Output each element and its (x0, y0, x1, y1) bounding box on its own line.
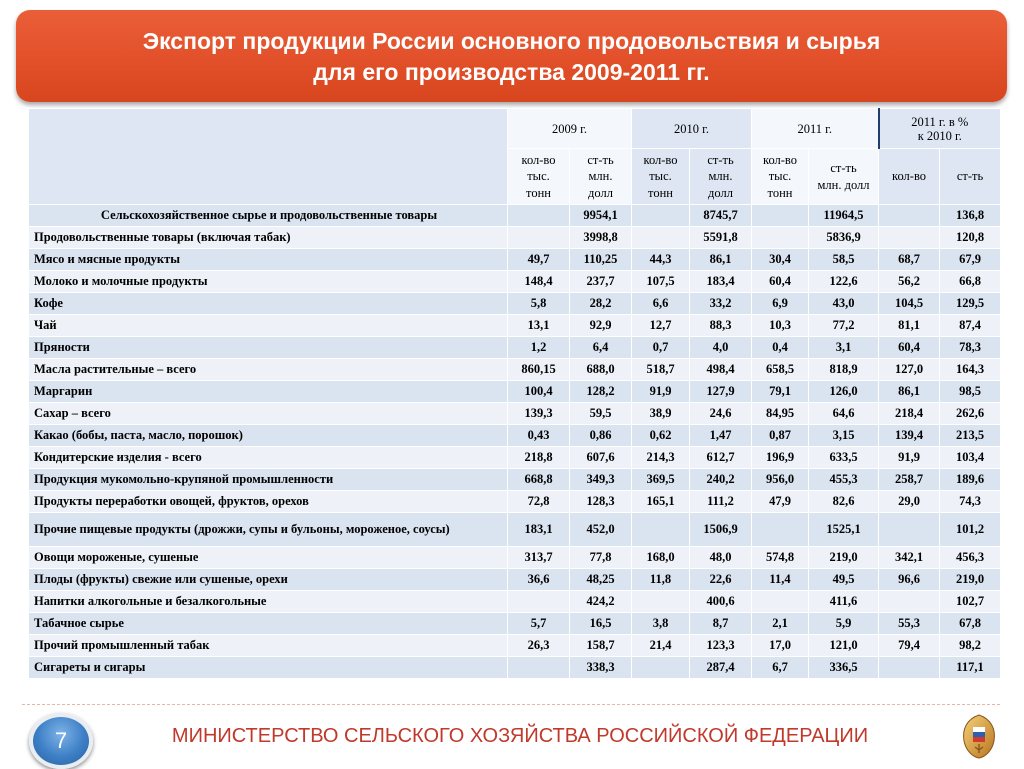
cell-pct-qty: 60,4 (879, 337, 940, 359)
cell-qty-2009: 5,7 (508, 613, 570, 635)
cell-value-2010: 287,4 (690, 657, 752, 679)
footer-divider (22, 704, 1000, 705)
cell-value-2010: 88,3 (690, 315, 752, 337)
cell-qty-2011 (752, 227, 809, 249)
cell-value-2009: 16,5 (570, 613, 632, 635)
cell-pct-value: 456,3 (940, 547, 1001, 569)
cell-value-2010: 48,0 (690, 547, 752, 569)
cell-pct-qty (879, 591, 940, 613)
row-label: Маргарин (29, 381, 508, 403)
cell-value-2010: 86,1 (690, 249, 752, 271)
cell-value-2011: 3,15 (809, 425, 879, 447)
cell-pct-qty: 91,9 (879, 447, 940, 469)
row-label: Кондитерские изделия - всего (29, 447, 508, 469)
cell-qty-2010: 165,1 (632, 491, 690, 513)
cell-value-2010: 400,6 (690, 591, 752, 613)
cell-qty-2011: 2,1 (752, 613, 809, 635)
cell-qty-2011: 60,4 (752, 271, 809, 293)
cell-qty-2009: 5,8 (508, 293, 570, 315)
cell-qty-2009: 183,1 (508, 513, 570, 547)
cell-qty-2011: 30,4 (752, 249, 809, 271)
cell-qty-2011 (752, 513, 809, 547)
cell-qty-2011: 0,4 (752, 337, 809, 359)
export-table (28, 108, 1001, 679)
cell-pct-value: 262,6 (940, 403, 1001, 425)
cell-value-2009: 452,0 (570, 513, 632, 547)
row-label: Продовольственные товары (включая табак) (29, 227, 508, 249)
cell-qty-2009 (508, 591, 570, 613)
row-label: Сигареты и сигары (29, 657, 508, 679)
row-label: Кофе (29, 293, 508, 315)
qty-2011-header (752, 149, 809, 205)
year-2009-header: 2009 г. (508, 109, 632, 149)
qty-unit-2: тонн (526, 185, 551, 200)
cell-value-2010: 240,2 (690, 469, 752, 491)
cell-qty-2011: 11,4 (752, 569, 809, 591)
ministry-emblem-icon (961, 713, 997, 759)
row-label: Прочие пищевые продукты (дрожжи, супы и бульоны, мороженое, соусы) (29, 513, 508, 547)
table-row (29, 425, 1001, 447)
cell-pct-value: 78,3 (940, 337, 1001, 359)
cell-pct-value: 136,8 (940, 205, 1001, 227)
qty-unit-2: тонн (648, 185, 673, 200)
cell-qty-2009: 860,15 (508, 359, 570, 381)
row-label: Табачное сырье (29, 613, 508, 635)
cell-value-2009: 607,6 (570, 447, 632, 469)
cell-qty-2011: 6,7 (752, 657, 809, 679)
pct-qty-header: кол-во (879, 149, 940, 205)
cell-qty-2009: 13,1 (508, 315, 570, 337)
row-label: Продукты переработки овощей, фруктов, орехов (29, 491, 508, 513)
row-label: Молоко и молочные продукты (29, 271, 508, 293)
qty-unit-1: тыс. (649, 169, 672, 184)
title-banner (16, 10, 1007, 102)
cell-qty-2009: 1,2 (508, 337, 570, 359)
qty-unit-1: тыс. (527, 169, 550, 184)
cell-qty-2009: 0,43 (508, 425, 570, 447)
cell-pct-value: 98,5 (940, 381, 1001, 403)
table-row (29, 337, 1001, 359)
pct-header-line-1: 2011 г. в % (911, 114, 969, 129)
cell-value-2009: 349,3 (570, 469, 632, 491)
cell-pct-value: 189,6 (940, 469, 1001, 491)
cell-qty-2011: 658,5 (752, 359, 809, 381)
cell-value-2010: 183,4 (690, 271, 752, 293)
cell-value-2010: 1506,9 (690, 513, 752, 547)
row-label: Продукция мукомольно-крупяной промышленности (29, 469, 508, 491)
cell-qty-2011 (752, 205, 809, 227)
cell-value-2011: 11964,5 (809, 205, 879, 227)
cell-qty-2009: 148,4 (508, 271, 570, 293)
year-2011-header: 2011 г. (752, 109, 879, 149)
val-unit: млн. долл (817, 177, 870, 192)
cell-qty-2010: 0,62 (632, 425, 690, 447)
table-row (29, 613, 1001, 635)
cell-qty-2010: 214,3 (632, 447, 690, 469)
cell-value-2010: 498,4 (690, 359, 752, 381)
cell-qty-2009: 36,6 (508, 569, 570, 591)
cell-qty-2011: 84,95 (752, 403, 809, 425)
table-row (29, 447, 1001, 469)
cell-pct-qty (879, 657, 940, 679)
cell-value-2011: 3,1 (809, 337, 879, 359)
cell-value-2010: 8745,7 (690, 205, 752, 227)
row-label: Прочий промышленный табак (29, 635, 508, 657)
row-label: Пряности (29, 337, 508, 359)
cell-qty-2010: 44,3 (632, 249, 690, 271)
year-2010-header: 2010 г. (632, 109, 752, 149)
cell-value-2011: 5836,9 (809, 227, 879, 249)
cell-qty-2010: 11,8 (632, 569, 690, 591)
cell-qty-2010: 21,4 (632, 635, 690, 657)
cell-qty-2010: 12,7 (632, 315, 690, 337)
cell-value-2010: 24,6 (690, 403, 752, 425)
cell-qty-2009: 49,7 (508, 249, 570, 271)
cell-pct-value: 117,1 (940, 657, 1001, 679)
table-row (29, 635, 1001, 657)
row-label: Чай (29, 315, 508, 337)
cell-qty-2010 (632, 591, 690, 613)
cell-pct-value: 87,4 (940, 315, 1001, 337)
page-number-badge: 7 (29, 713, 93, 769)
qty-unit-1: тыс. (768, 169, 792, 184)
cell-pct-qty: 104,5 (879, 293, 940, 315)
cell-value-2011: 121,0 (809, 635, 879, 657)
cell-pct-qty: 55,3 (879, 613, 940, 635)
cell-value-2011: 77,2 (809, 315, 879, 337)
row-label: Плоды (фрукты) свежие или сушеные, орехи (29, 569, 508, 591)
cell-pct-value: 101,2 (940, 513, 1001, 547)
cell-value-2009: 92,9 (570, 315, 632, 337)
pct-header-line-2: к 2010 г. (917, 128, 962, 143)
cell-value-2010: 111,2 (690, 491, 752, 513)
cell-pct-qty: 139,4 (879, 425, 940, 447)
cell-pct-qty: 81,1 (879, 315, 940, 337)
table-row (29, 315, 1001, 337)
cell-pct-qty: 127,0 (879, 359, 940, 381)
cell-value-2010: 123,3 (690, 635, 752, 657)
cell-pct-qty: 79,4 (879, 635, 940, 657)
table-row (29, 469, 1001, 491)
cell-qty-2010 (632, 227, 690, 249)
val-2009-header (570, 149, 632, 205)
val-unit-1: млн. (588, 169, 613, 184)
val-2010-header (690, 149, 752, 205)
table-row (29, 657, 1001, 679)
cell-pct-qty (879, 205, 940, 227)
table-row (29, 271, 1001, 293)
row-label: Напитки алкогольные и безалкогольные (29, 591, 508, 613)
qty-word: кол-во (521, 152, 556, 167)
cell-pct-qty (879, 227, 940, 249)
table-row (29, 249, 1001, 271)
cell-value-2010: 22,6 (690, 569, 752, 591)
cell-qty-2010 (632, 205, 690, 227)
cell-value-2011: 126,0 (809, 381, 879, 403)
cell-value-2011: 58,5 (809, 249, 879, 271)
table-row (29, 227, 1001, 249)
ministry-name: МИНИСТЕРСТВО СЕЛЬСКОГО ХОЗЯЙСТВА РОССИЙСКОЙ ФЕДЕРАЦИИ (171, 725, 869, 747)
cell-qty-2011: 17,0 (752, 635, 809, 657)
cell-qty-2009: 218,8 (508, 447, 570, 469)
qty-2009-header (508, 149, 570, 205)
cell-value-2011: 411,6 (809, 591, 879, 613)
cell-value-2009: 48,25 (570, 569, 632, 591)
cell-qty-2009: 26,3 (508, 635, 570, 657)
cell-qty-2010: 107,5 (632, 271, 690, 293)
cell-qty-2011: 574,8 (752, 547, 809, 569)
cell-value-2009: 424,2 (570, 591, 632, 613)
cell-value-2010: 33,2 (690, 293, 752, 315)
cell-qty-2009 (508, 227, 570, 249)
cell-value-2009: 9954,1 (570, 205, 632, 227)
cell-pct-qty: 342,1 (879, 547, 940, 569)
table-row (29, 491, 1001, 513)
cell-qty-2010: 38,9 (632, 403, 690, 425)
cell-qty-2009: 100,4 (508, 381, 570, 403)
cell-qty-2010: 91,9 (632, 381, 690, 403)
cell-value-2011: 43,0 (809, 293, 879, 315)
val-unit-2: долл (588, 185, 613, 200)
cell-value-2009: 128,2 (570, 381, 632, 403)
table-body (29, 205, 1001, 679)
cell-qty-2011 (752, 591, 809, 613)
val-2011-header (809, 149, 879, 205)
cell-value-2010: 127,9 (690, 381, 752, 403)
cell-value-2011: 122,6 (809, 271, 879, 293)
cell-value-2011: 49,5 (809, 569, 879, 591)
cell-value-2011: 1525,1 (809, 513, 879, 547)
qty-word: кол-во (763, 152, 797, 167)
cell-value-2009: 688,0 (570, 359, 632, 381)
cell-qty-2009: 72,8 (508, 491, 570, 513)
cell-pct-value: 67,8 (940, 613, 1001, 635)
val-unit-1: млн. (708, 169, 733, 184)
cell-qty-2010: 369,5 (632, 469, 690, 491)
cell-pct-value: 67,9 (940, 249, 1001, 271)
title-line-1: Экспорт продукции России основного продовольствия и сырья (142, 28, 881, 54)
cell-qty-2009 (508, 205, 570, 227)
cell-value-2011: 455,3 (809, 469, 879, 491)
cell-pct-value: 164,3 (940, 359, 1001, 381)
cell-qty-2011: 79,1 (752, 381, 809, 403)
cell-qty-2010 (632, 513, 690, 547)
cell-value-2011: 64,6 (809, 403, 879, 425)
cell-pct-qty: 258,7 (879, 469, 940, 491)
cell-pct-qty: 68,7 (879, 249, 940, 271)
table-row (29, 547, 1001, 569)
cell-qty-2009: 313,7 (508, 547, 570, 569)
table-row (29, 293, 1001, 315)
cell-qty-2011: 47,9 (752, 491, 809, 513)
cell-pct-value: 102,7 (940, 591, 1001, 613)
row-label: Сахар – всего (29, 403, 508, 425)
val-word: ст-ть (707, 152, 734, 167)
cell-pct-qty: 29,0 (879, 491, 940, 513)
cell-value-2009: 28,2 (570, 293, 632, 315)
cell-qty-2009 (508, 657, 570, 679)
cell-value-2011: 82,6 (809, 491, 879, 513)
cell-value-2009: 128,3 (570, 491, 632, 513)
cell-value-2009: 110,25 (570, 249, 632, 271)
cell-pct-value: 213,5 (940, 425, 1001, 447)
qty-2010-header (632, 149, 690, 205)
cell-pct-qty (879, 513, 940, 547)
cell-value-2010: 8,7 (690, 613, 752, 635)
table-row (29, 591, 1001, 613)
cell-value-2009: 338,3 (570, 657, 632, 679)
cell-value-2009: 158,7 (570, 635, 632, 657)
cell-value-2011: 818,9 (809, 359, 879, 381)
cell-value-2010: 1,47 (690, 425, 752, 447)
cell-qty-2011: 0,87 (752, 425, 809, 447)
row-label: Мясо и мясные продукты (29, 249, 508, 271)
table-row (29, 403, 1001, 425)
cell-qty-2010: 518,7 (632, 359, 690, 381)
cell-value-2011: 219,0 (809, 547, 879, 569)
cell-pct-value: 66,8 (940, 271, 1001, 293)
cell-value-2009: 59,5 (570, 403, 632, 425)
cell-pct-value: 74,3 (940, 491, 1001, 513)
cell-qty-2010: 6,6 (632, 293, 690, 315)
cell-value-2009: 3998,8 (570, 227, 632, 249)
cell-value-2009: 0,86 (570, 425, 632, 447)
cell-qty-2009: 139,3 (508, 403, 570, 425)
cell-value-2011: 336,5 (809, 657, 879, 679)
row-label: Овощи мороженые, сушеные (29, 547, 508, 569)
cell-qty-2011: 956,0 (752, 469, 809, 491)
cell-value-2010: 612,7 (690, 447, 752, 469)
cell-value-2009: 237,7 (570, 271, 632, 293)
row-label: Какао (бобы, паста, масло, порошок) (29, 425, 508, 447)
table-row (29, 513, 1001, 547)
pct-header (879, 109, 1001, 149)
cell-qty-2010: 168,0 (632, 547, 690, 569)
cell-value-2009: 77,8 (570, 547, 632, 569)
val-word: ст-ть (830, 161, 857, 175)
cell-qty-2011: 6,9 (752, 293, 809, 315)
qty-word: кол-во (643, 152, 678, 167)
row-label: Сельскохозяйственное сырье и продовольственные товары (29, 205, 508, 227)
table-row (29, 381, 1001, 403)
cell-qty-2009: 668,8 (508, 469, 570, 491)
cell-value-2011: 5,9 (809, 613, 879, 635)
cell-pct-qty: 96,6 (879, 569, 940, 591)
cell-qty-2010 (632, 657, 690, 679)
cell-value-2010: 4,0 (690, 337, 752, 359)
table-row (29, 569, 1001, 591)
table-row (29, 359, 1001, 381)
qty-unit-2: тонн (767, 185, 793, 200)
cell-pct-qty: 218,4 (879, 403, 940, 425)
header-corner (29, 109, 508, 205)
cell-pct-value: 129,5 (940, 293, 1001, 315)
cell-pct-value: 219,0 (940, 569, 1001, 591)
pct-val-header: ст-ть (940, 149, 1001, 205)
cell-pct-value: 103,4 (940, 447, 1001, 469)
cell-pct-value: 120,8 (940, 227, 1001, 249)
val-word: ст-ть (587, 152, 614, 167)
cell-qty-2011: 196,9 (752, 447, 809, 469)
cell-value-2011: 633,5 (809, 447, 879, 469)
cell-pct-value: 98,2 (940, 635, 1001, 657)
val-unit-2: долл (708, 185, 733, 200)
title-line-2: для его производства 2009-2011 гг. (313, 59, 710, 85)
cell-pct-qty: 86,1 (879, 381, 940, 403)
cell-qty-2011: 10,3 (752, 315, 809, 337)
table-row (29, 205, 1001, 227)
cell-qty-2010: 3,8 (632, 613, 690, 635)
cell-pct-qty: 56,2 (879, 271, 940, 293)
row-label: Масла растительные – всего (29, 359, 508, 381)
cell-value-2010: 5591,8 (690, 227, 752, 249)
cell-qty-2010: 0,7 (632, 337, 690, 359)
cell-value-2009: 6,4 (570, 337, 632, 359)
